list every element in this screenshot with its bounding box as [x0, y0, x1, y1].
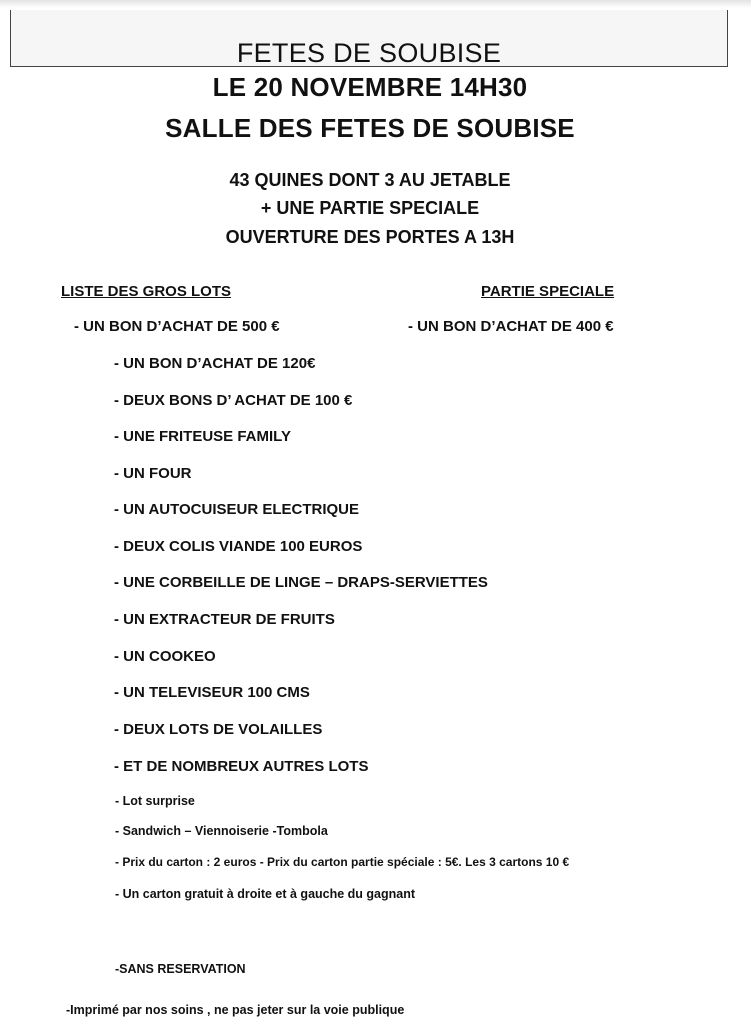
page-title: FETES DE SOUBISE — [236, 38, 502, 68]
note-item: - Un carton gratuit à droite et à gauche du gagnant — [115, 887, 416, 901]
no-reservation-note: -SANS RESERVATION — [115, 962, 246, 976]
lot-item: - UNE CORBEILLE DE LINGE – DRAPS-SERVIETTES — [114, 574, 488, 591]
lot-item: - UN BON D’ACHAT DE 500 € — [74, 318, 280, 335]
lot-item: - UNE FRITEUSE FAMILY — [114, 428, 291, 445]
lot-item: - DEUX BONS D’ ACHAT DE 100 € — [114, 392, 353, 409]
note-item: - Sandwich – Viennoiserie -Tombola — [115, 824, 328, 838]
lot-item: - UN BON D’ACHAT DE 120€ — [114, 355, 316, 372]
lot-item: - UN COOKEO — [114, 648, 216, 665]
special-lot-item: - UN BON D’ACHAT DE 400 € — [408, 318, 614, 335]
lot-item: - DEUX LOTS DE VOLAILLES — [114, 721, 323, 738]
lot-item: - UN AUTOCUISEUR ELECTRIQUE — [114, 501, 360, 518]
lot-item: - DEUX COLIS VIANDE 100 EUROS — [114, 538, 363, 555]
quines-info: 43 QUINES DONT 3 AU JETABLE — [229, 170, 511, 190]
event-venue: SALLE DES FETES DE SOUBISE — [165, 113, 575, 143]
special-game-info: + UNE PARTIE SPECIALE — [260, 198, 480, 218]
scan-edge — [0, 0, 751, 8]
partie-speciale-heading: PARTIE SPECIALE — [481, 283, 615, 300]
title-banner — [10, 10, 728, 67]
doors-opening-info: OUVERTURE DES PORTES A 13H — [225, 227, 515, 247]
note-item: - Prix du carton : 2 euros - Prix du carton partie spéciale : 5€. Les 3 cartons 10 € — [115, 855, 570, 869]
gros-lots-heading: LISTE DES GROS LOTS — [61, 283, 232, 300]
printed-disclaimer: -Imprimé par nos soins , ne pas jeter sur la voie publique — [66, 1003, 405, 1017]
event-date: LE 20 NOVEMBRE 14H30 — [212, 72, 528, 102]
lot-item: - ET DE NOMBREUX AUTRES LOTS — [114, 758, 369, 775]
lot-item: - UN TELEVISEUR 100 CMS — [114, 684, 310, 701]
note-item: - Lot surprise — [115, 794, 195, 808]
lot-item: - UN EXTRACTEUR DE FRUITS — [114, 611, 335, 628]
lot-item: - UN FOUR — [114, 465, 192, 482]
